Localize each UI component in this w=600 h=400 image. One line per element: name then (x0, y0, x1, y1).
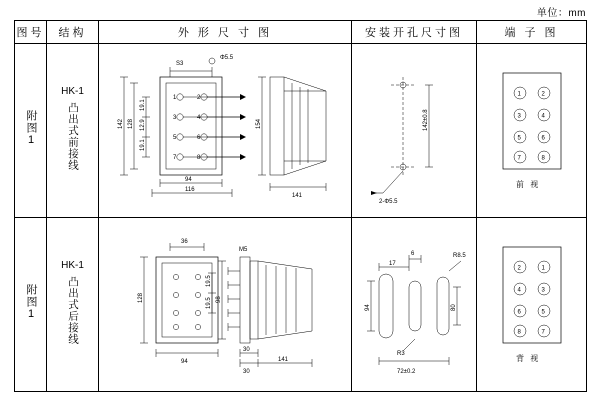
svg-text:1: 1 (541, 265, 545, 271)
fig-no-label-1: 附图1 (25, 109, 37, 147)
svg-text:2-Φ5.5: 2-Φ5.5 (379, 198, 398, 205)
structure-text-2: 凸出式后接线 (67, 276, 79, 345)
svg-text:3: 3 (517, 113, 521, 119)
svg-text:1: 1 (173, 94, 177, 101)
svg-text:36: 36 (181, 238, 188, 245)
svg-text:116: 116 (185, 186, 195, 193)
svg-text:19.1: 19.1 (140, 98, 146, 111)
unit-note: 单位：mm (536, 8, 586, 19)
svg-text:142±0.8: 142±0.8 (423, 108, 429, 131)
outline-drawing-1 (100, 47, 350, 215)
terminal-cell-2 (477, 218, 587, 392)
svg-text:6: 6 (517, 309, 521, 315)
svg-text:背 视: 背 视 (515, 353, 540, 363)
table-row (15, 218, 587, 392)
header-structure: 结构 (47, 21, 99, 44)
fig-no-label-2: 附图1 (25, 283, 37, 321)
svg-text:17: 17 (389, 260, 396, 267)
terminal-cell-1 (477, 44, 587, 218)
svg-text:19.5: 19.5 (206, 296, 212, 309)
svg-text:94: 94 (365, 303, 371, 311)
fig-no-cell-1 (15, 44, 47, 218)
mounting-cell-2 (352, 218, 477, 392)
mounting-drawing-1 (353, 47, 475, 215)
header-fig-no: 图号 (15, 21, 47, 44)
svg-text:8: 8 (541, 155, 545, 161)
svg-text:141: 141 (278, 356, 289, 363)
terminal-drawing-1 (479, 47, 585, 215)
svg-text:1: 1 (517, 91, 521, 97)
svg-text:19.1: 19.1 (140, 138, 146, 151)
outline-cell-2 (99, 218, 352, 392)
svg-text:4: 4 (197, 114, 201, 121)
svg-text:128: 128 (128, 118, 134, 129)
svg-text:R8.5: R8.5 (453, 252, 466, 259)
header-mounting: 安装开孔尺寸图 (352, 21, 477, 44)
outline-drawing-2 (100, 221, 350, 389)
mounting-drawing-2 (353, 221, 475, 389)
svg-text:4: 4 (517, 287, 521, 293)
svg-text:R3: R3 (397, 350, 405, 357)
svg-text:80: 80 (451, 303, 457, 311)
svg-text:6: 6 (411, 250, 415, 257)
svg-text:3: 3 (173, 114, 177, 121)
svg-text:98: 98 (216, 295, 222, 303)
svg-text:5: 5 (173, 134, 177, 141)
outline-cell-1 (99, 44, 352, 218)
structure-code-1: HK-1 (61, 86, 84, 97)
svg-text:2: 2 (517, 265, 521, 271)
svg-text:141: 141 (292, 192, 303, 199)
svg-text:Φ5.5: Φ5.5 (220, 54, 234, 61)
svg-text:30: 30 (243, 346, 250, 353)
svg-text:94: 94 (181, 358, 188, 365)
structure-cell-2 (47, 218, 99, 392)
svg-text:6: 6 (197, 134, 201, 141)
structure-cell-1 (47, 44, 99, 218)
svg-text:142: 142 (118, 118, 124, 129)
table-row (15, 44, 587, 218)
svg-text:94: 94 (185, 176, 192, 183)
svg-text:2: 2 (197, 94, 201, 101)
svg-text:72±0.2: 72±0.2 (397, 368, 416, 375)
svg-text:128: 128 (138, 292, 144, 303)
structure-text-1: 凸出式前接线 (67, 102, 79, 171)
structure-code-2: HK-1 (61, 260, 84, 271)
svg-text:M5: M5 (239, 246, 248, 253)
svg-text:3: 3 (541, 287, 545, 293)
fig-no-cell-2 (15, 218, 47, 392)
svg-text:7: 7 (173, 154, 177, 161)
svg-text:7: 7 (517, 155, 521, 161)
svg-text:6: 6 (541, 135, 545, 141)
svg-text:12.9: 12.9 (140, 118, 146, 131)
svg-text:30: 30 (243, 368, 250, 375)
svg-text:前 视: 前 视 (515, 179, 540, 189)
svg-text:19.5: 19.5 (206, 274, 212, 287)
svg-text:S3: S3 (176, 60, 184, 67)
svg-text:8: 8 (517, 329, 521, 335)
svg-text:2: 2 (541, 91, 545, 97)
dimension-table (14, 20, 587, 392)
svg-text:5: 5 (517, 135, 521, 141)
svg-text:154: 154 (256, 118, 262, 129)
mounting-cell-1 (352, 44, 477, 218)
svg-text:8: 8 (197, 154, 201, 161)
svg-text:5: 5 (541, 309, 545, 315)
table-header-row (15, 21, 587, 44)
svg-text:7: 7 (541, 329, 545, 335)
header-terminal: 端 子 图 (477, 21, 587, 44)
header-outline: 外 形 尺 寸 图 (99, 21, 352, 44)
svg-text:4: 4 (541, 113, 545, 119)
terminal-drawing-2 (479, 221, 585, 389)
